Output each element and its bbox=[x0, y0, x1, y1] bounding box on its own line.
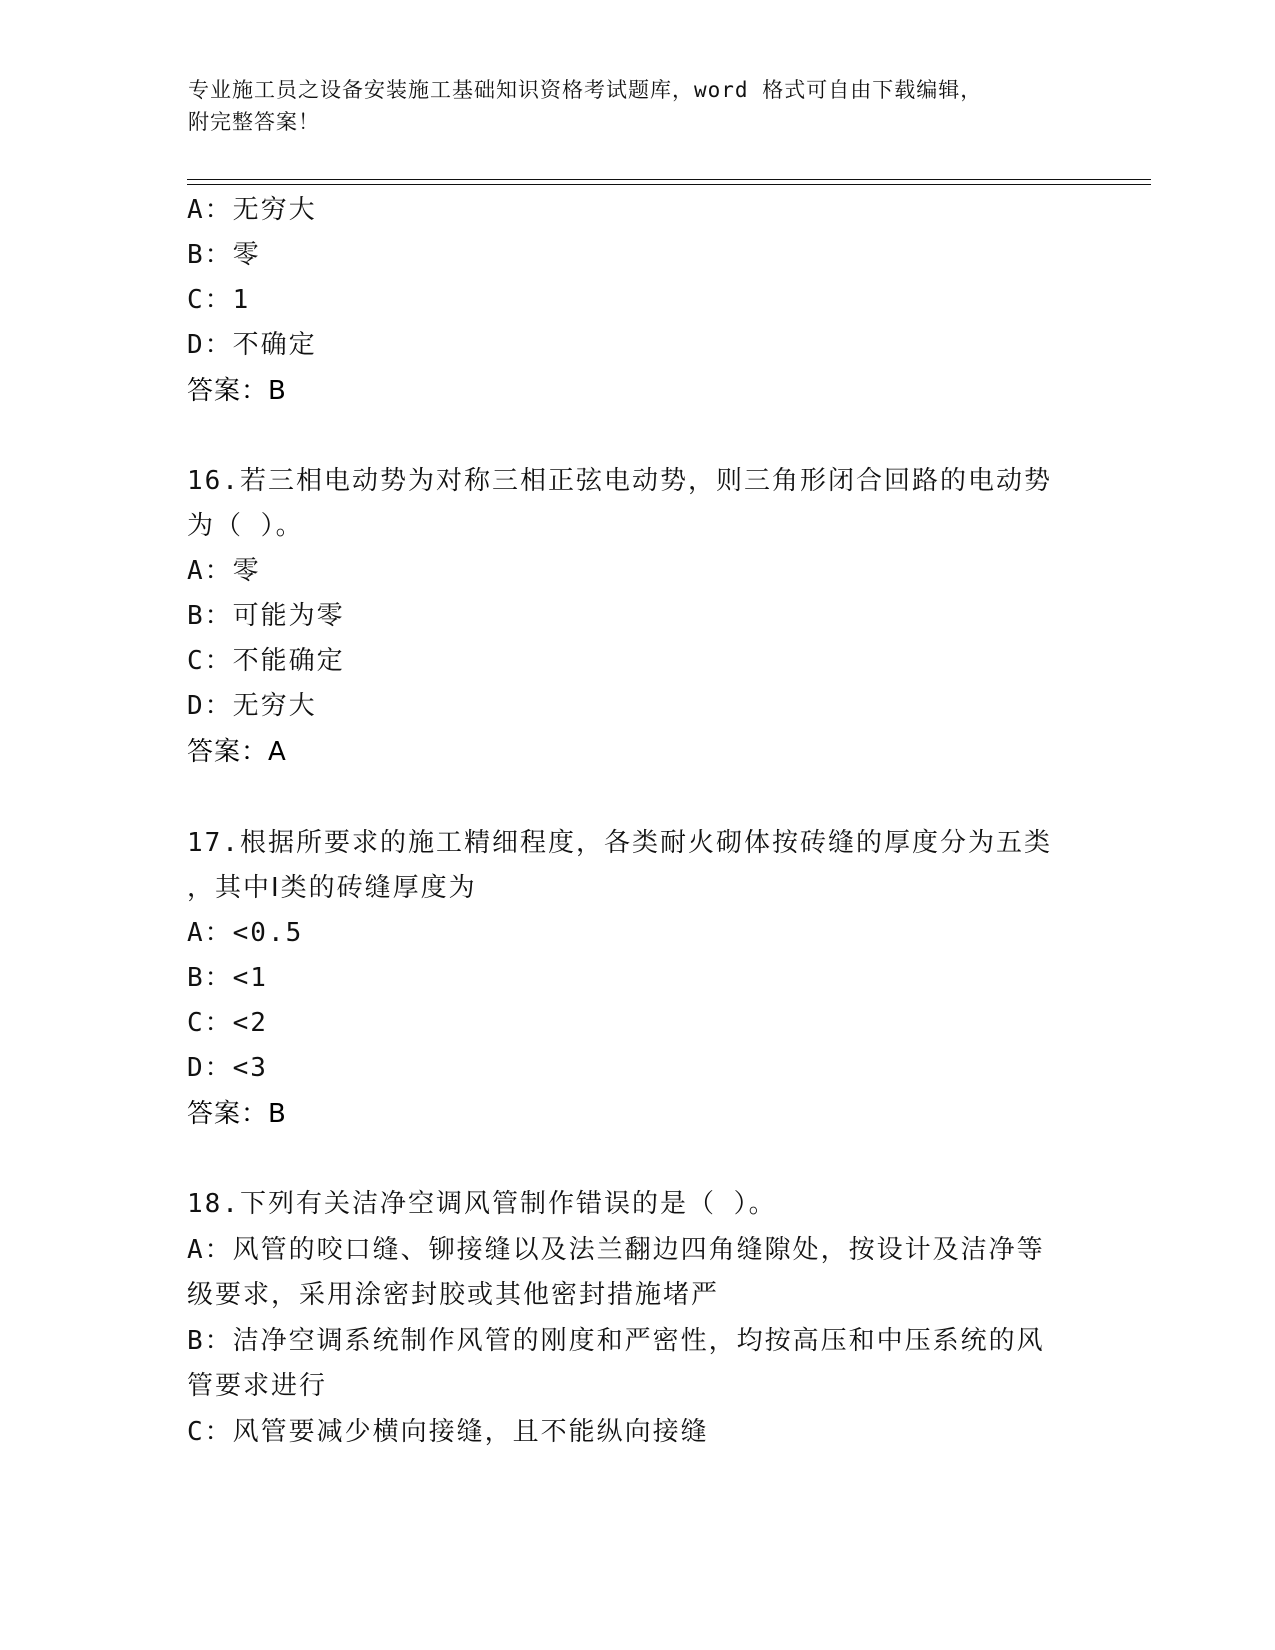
q16-stem-line-1: 16.若三相电动势为对称三相正弦电动势，则三角形闭合回路的电动势 bbox=[187, 466, 1052, 496]
header-rule-top bbox=[187, 179, 1151, 180]
q15-option-d: D：不确定 bbox=[187, 330, 317, 360]
q16-answer: 答案：A bbox=[187, 737, 287, 767]
header-line-2: 附完整答案！ bbox=[188, 110, 320, 134]
q18-option-c-line-1: C：风管要减少横向接缝，且不能纵向接缝 bbox=[187, 1417, 709, 1447]
q17-option-c: C：<2 bbox=[187, 1008, 268, 1038]
q15-option-c: C：1 bbox=[187, 285, 251, 315]
q15-option-a: A：无穷大 bbox=[187, 195, 317, 225]
q18-option-a-line-2: 级要求，采用涂密封胶或其他密封措施堵严 bbox=[187, 1280, 720, 1310]
header-rule-bottom bbox=[187, 184, 1151, 185]
q18-option-b-line-2: 管要求进行 bbox=[187, 1371, 328, 1401]
q17-option-b: B：<1 bbox=[187, 963, 268, 993]
q18-option-b-line-1: B：洁净空调系统制作风管的刚度和严密性，均按高压和中压系统的风 bbox=[187, 1326, 1045, 1356]
q16-option-b: B：可能为零 bbox=[187, 601, 345, 631]
header-line-1: 专业施工员之设备安装施工基础知识资格考试题库，word 格式可自由下载编辑， bbox=[188, 78, 983, 102]
q15-answer: 答案：B bbox=[187, 376, 287, 406]
q17-stem-line-1: 17.根据所要求的施工精细程度，各类耐火砌体按砖缝的厚度分为五类 bbox=[187, 828, 1052, 858]
q16-option-c: C：不能确定 bbox=[187, 646, 345, 676]
q15-option-b: B：零 bbox=[187, 240, 261, 270]
q18-option-a-line-1: A：风管的咬口缝、铆接缝以及法兰翻边四角缝隙处，按设计及洁净等 bbox=[187, 1235, 1045, 1265]
q17-stem-line-2: ，其中Ⅰ类的砖缝厚度为 bbox=[187, 873, 477, 903]
q18-stem-line-1: 18.下列有关洁净空调风管制作错误的是（ ）。 bbox=[187, 1189, 777, 1219]
q16-stem-line-2: 为（ ）。 bbox=[187, 511, 304, 541]
q17-option-a: A：<0.5 bbox=[187, 918, 304, 948]
page-header bbox=[188, 74, 1088, 138]
q16-option-a: A：零 bbox=[187, 556, 261, 586]
q17-answer: 答案：B bbox=[187, 1099, 287, 1129]
q17-option-d: D：<3 bbox=[187, 1053, 268, 1083]
q16-option-d: D：无穷大 bbox=[187, 691, 317, 721]
